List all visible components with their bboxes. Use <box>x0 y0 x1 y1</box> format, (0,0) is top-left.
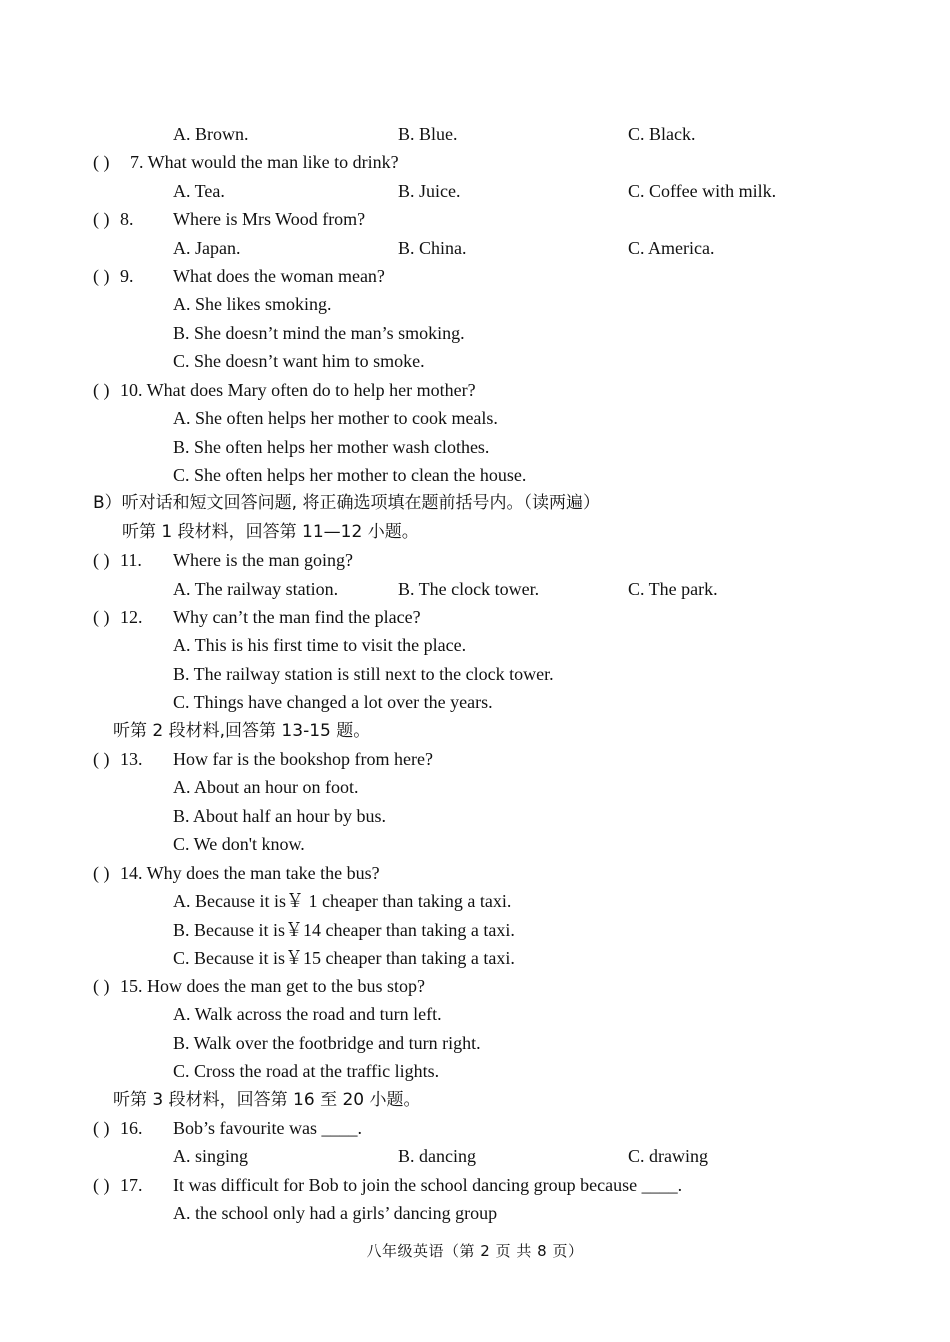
q9-option-a: A. She likes smoking. <box>173 294 332 314</box>
q10-question: 10. What does Mary often do to help her mother? <box>120 380 476 400</box>
q8-option-a: A. Japan. <box>173 238 241 258</box>
q10-option-b: B. She often helps her mother wash clothes. <box>173 437 490 457</box>
q6-option-a: A. Brown. <box>173 124 249 144</box>
q8-number: 8. <box>120 209 134 229</box>
q9-option-b: B. She doesn’t mind the man’s smoking. <box>173 323 465 343</box>
q14-option-c: C. Because it is￥15 cheaper than taking a taxi. <box>173 948 515 968</box>
q8-option-c: C. America. <box>628 238 715 258</box>
q7-option-c: C. Coffee with milk. <box>628 181 777 201</box>
q14-option-a: A. Because it is￥ 1 cheaper than taking a taxi. <box>173 891 512 911</box>
q15-question: 15. How does the man get to the bus stop? <box>120 976 425 996</box>
q10-option-c: C. She often helps her mother to clean the house. <box>173 465 527 485</box>
q16-number: 16. <box>120 1118 143 1138</box>
q9-number: 9. <box>120 266 134 286</box>
page-footer: 八年级英语（第 2 页 共 8 页） <box>366 1242 584 1260</box>
q13-question: How far is the bookshop from here? <box>173 749 433 769</box>
q13-number: 13. <box>120 749 143 769</box>
q12-option-c: C. Things have changed a lot over the years. <box>173 692 493 712</box>
q14-question: 14. Why does the man take the bus? <box>120 863 380 883</box>
q7-question: 7. What would the man like to drink? <box>130 152 399 172</box>
q13-option-b: B. About half an hour by bus. <box>173 806 386 826</box>
q9-option-c: C. She doesn’t want him to smoke. <box>173 351 425 371</box>
q10-option-a: A. She often helps her mother to cook meals. <box>173 408 498 428</box>
q17-question: It was difficult for Bob to join the school dancing group because ____. <box>173 1175 683 1195</box>
q14-answer-bracket: ( ) <box>93 863 110 883</box>
q16-option-a: A. singing <box>173 1146 249 1166</box>
q13-option-a: A. About an hour on foot. <box>173 777 359 797</box>
q16-option-b: B. dancing <box>398 1146 476 1166</box>
section-b-heading: B）听对话和短文回答问题, 将正确选项填在题前括号内。（读两遍） <box>93 493 600 513</box>
q15-option-b: B. Walk over the footbridge and turn right. <box>173 1033 481 1053</box>
q12-option-b: B. The railway station is still next to the clock tower. <box>173 664 554 684</box>
q12-question: Why can’t the man find the place? <box>173 607 421 627</box>
q12-number: 12. <box>120 607 143 627</box>
q11-number: 11. <box>120 550 142 570</box>
q16-answer-bracket: ( ) <box>93 1118 110 1138</box>
q14-option-b: B. Because it is￥14 cheaper than taking a taxi. <box>173 920 515 940</box>
part3-instruction: 听第 3 段材料，回答第 16 至 20 小题。 <box>113 1090 421 1110</box>
q10-answer-bracket: ( ) <box>93 380 110 400</box>
q15-answer-bracket: ( ) <box>93 976 110 996</box>
q8-question: Where is Mrs Wood from? <box>173 209 366 229</box>
q6-option-c: C. Black. <box>628 124 696 144</box>
q11-question: Where is the man going? <box>173 550 353 570</box>
q12-answer-bracket: ( ) <box>93 607 110 627</box>
q15-option-c: C. Cross the road at the traffic lights. <box>173 1061 440 1081</box>
q17-number: 17. <box>120 1175 143 1195</box>
q17-answer-bracket: ( ) <box>93 1175 110 1195</box>
q15-option-a: A. Walk across the road and turn left. <box>173 1004 442 1024</box>
part1-instruction: 听第 1 段材料，回答第 11—12 小题。 <box>122 522 419 542</box>
q9-question: What does the woman mean? <box>173 266 385 286</box>
part2-instruction: 听第 2 段材料,回答第 13-15 题。 <box>113 721 371 741</box>
q13-answer-bracket: ( ) <box>93 749 110 769</box>
q11-option-c: C. The park. <box>628 579 718 599</box>
q7-option-b: B. Juice. <box>398 181 461 201</box>
q11-option-a: A. The railway station. <box>173 579 339 599</box>
q11-option-b: B. The clock tower. <box>398 579 540 599</box>
q8-answer-bracket: ( ) <box>93 209 110 229</box>
q12-option-a: A. This is his first time to visit the place. <box>173 635 467 655</box>
q17-option-a: A. the school only had a girls’ dancing group <box>173 1203 498 1223</box>
q7-option-a: A. Tea. <box>173 181 225 201</box>
q11-answer-bracket: ( ) <box>93 550 110 570</box>
q16-option-c: C. drawing <box>628 1146 708 1166</box>
q6-option-b: B. Blue. <box>398 124 458 144</box>
q13-option-c: C. We don't know. <box>173 834 305 854</box>
q8-option-b: B. China. <box>398 238 467 258</box>
q7-answer-bracket: ( ) <box>93 152 110 172</box>
q16-question: Bob’s favourite was ____. <box>173 1118 362 1138</box>
q9-answer-bracket: ( ) <box>93 266 110 286</box>
